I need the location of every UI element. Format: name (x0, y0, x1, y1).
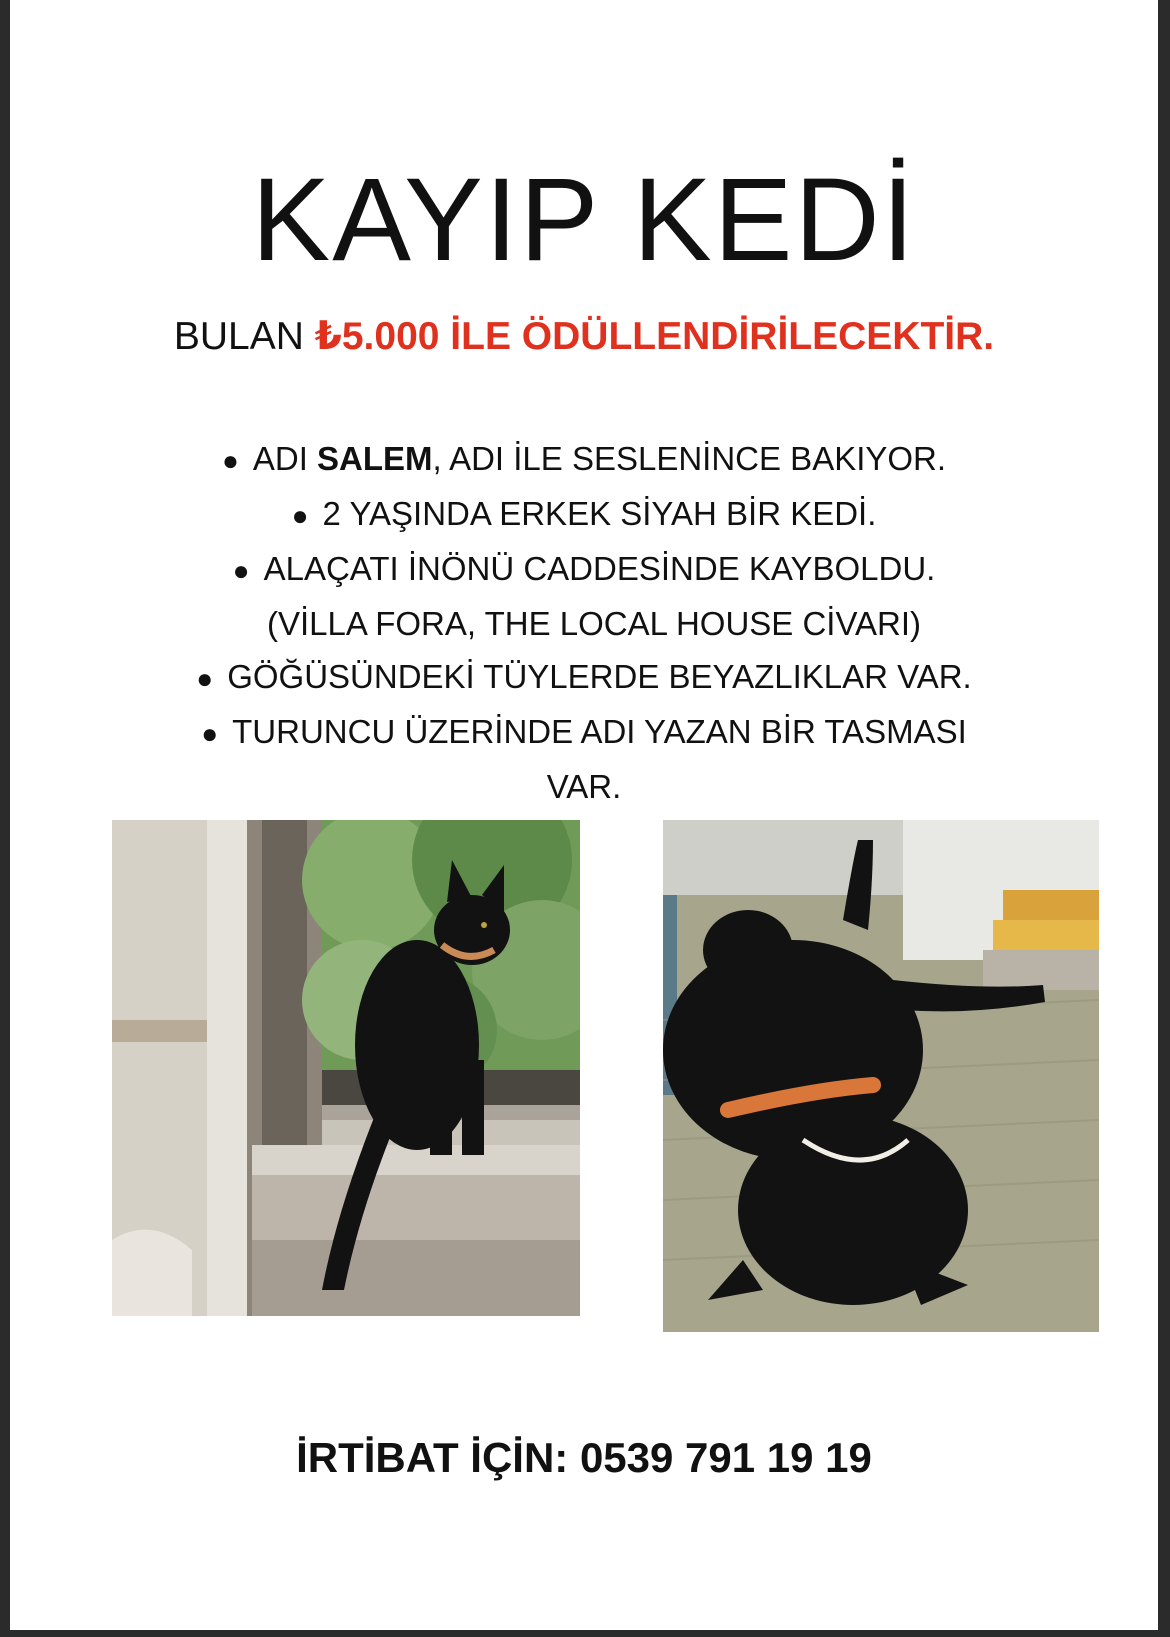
cat-photo-lying (663, 820, 1099, 1332)
cat-sitting-image (112, 820, 580, 1316)
bullet-list (10, 432, 1158, 813)
reward-amount: ₺5.000 İLE ÖDÜLLENDİRİLECEKTİR. (314, 315, 995, 358)
bullet-location: ● ALAÇATI İNÖNÜ CADDESİNDE KAYBOLDU. (232, 550, 936, 587)
bullet-collar-cont: VAR. (546, 768, 622, 805)
cat-name: SALEM (317, 440, 433, 477)
flyer-title: KAYIP KEDİ (251, 154, 917, 286)
flyer-page (10, 0, 1158, 1630)
reward-line (10, 312, 1158, 362)
contact-line: İRTİBAT İÇİN: 0539 791 19 19 (296, 1434, 872, 1481)
bullet-dot-icon: ● (232, 555, 250, 586)
bullet-collar: ● TURUNCU ÜZERİNDE ADI YAZAN BİR TASMASI (201, 713, 967, 750)
cat-photo-sitting (112, 820, 580, 1316)
bullet-dot-icon: ● (201, 718, 219, 749)
bullet-dot-icon: ● (221, 445, 239, 476)
reward-prefix: BULAN (173, 315, 315, 358)
cat-lying-image (663, 820, 1099, 1332)
bullet-dot-icon: ● (196, 663, 214, 694)
bullet-location-detail: (VİLLA FORA, THE LOCAL HOUSE CİVARI) (266, 605, 922, 642)
bullet-markings: ● GÖĞÜSÜNDEKİ TÜYLERDE BEYAZLIKLAR VAR. (196, 658, 972, 695)
bullet-name: ● ADI SALEM, ADI İLE SESLENİNCE BAKIYOR. (221, 440, 947, 477)
bullet-dot-icon: ● (291, 500, 309, 531)
bullet-age: ● 2 YAŞINDA ERKEK SİYAH BİR KEDİ. (291, 495, 877, 532)
